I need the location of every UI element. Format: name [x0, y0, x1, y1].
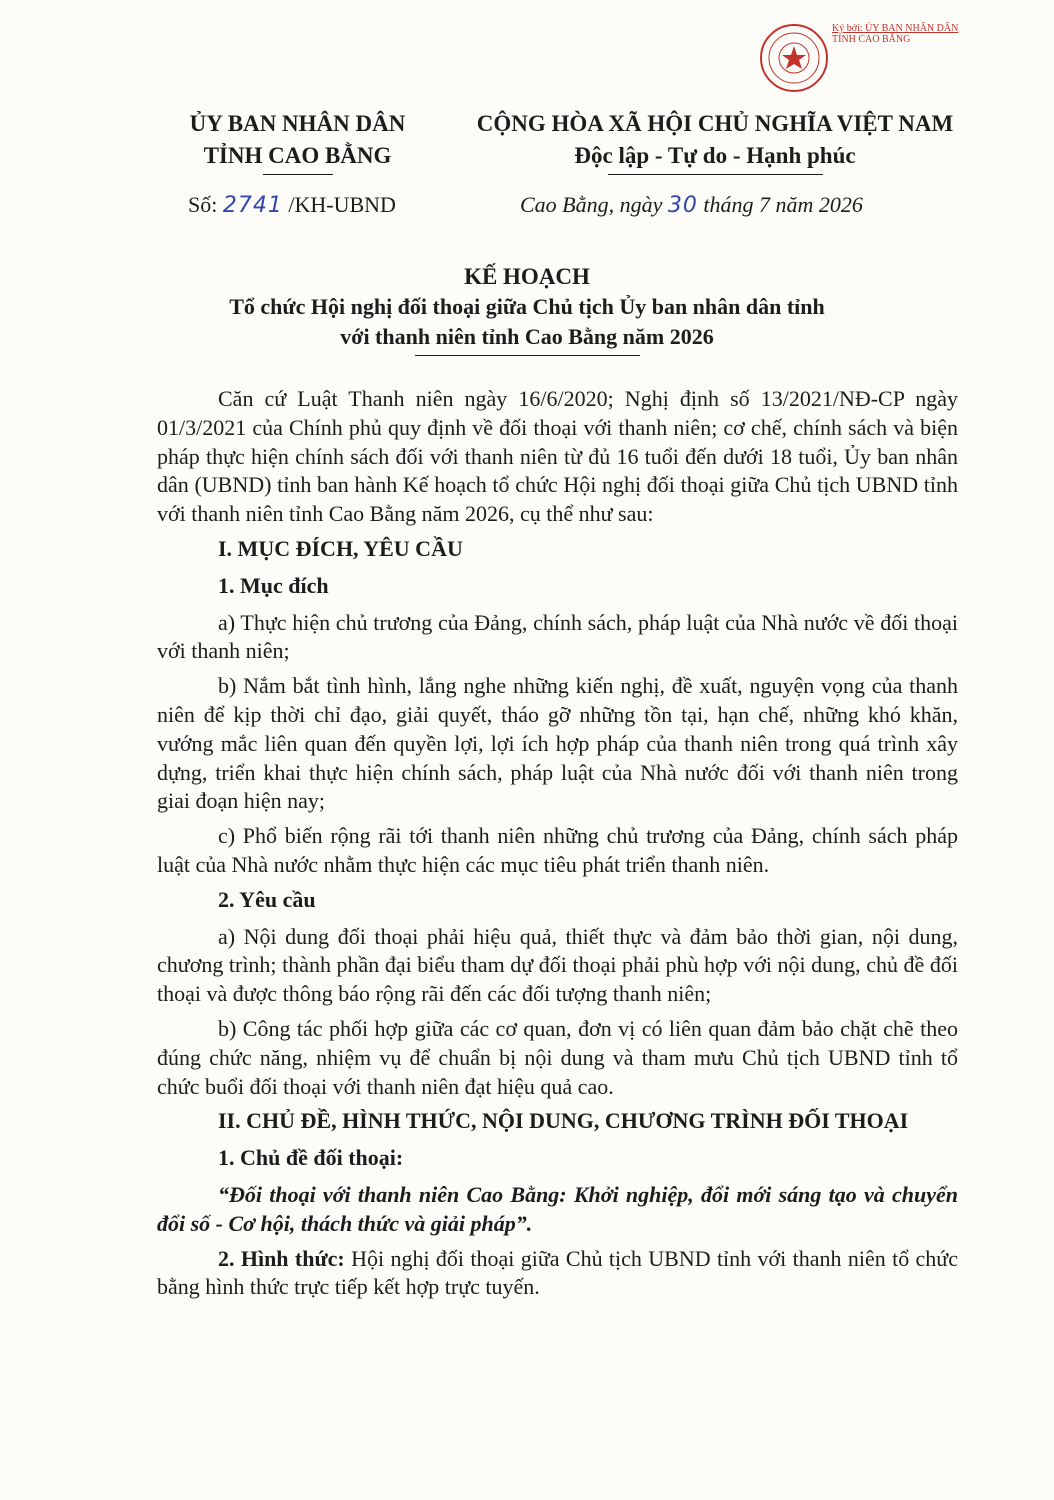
motto-underline	[608, 174, 823, 175]
intro-paragraph: Căn cứ Luật Thanh niên ngày 16/6/2020; Nghị định số 13/2021/NĐ-CP ngày 01/3/2021 của Chính phủ quy định về đối thoại với thanh niên; cơ chế, chính sách và biện pháp thực hiện chính sách đối với thanh niên từ đủ 16 tuổi đến dưới 18 tuổi, Ủy ban nhân dân (UBND) tỉnh ban hành Kế hoạch tổ chức Hội nghị đối thoại giữa Chủ tịch UBND tỉnh với thanh niên tỉnh Cao Bằng năm 2026, cụ thể như sau:	[157, 386, 958, 527]
paragraph	[157, 1245, 958, 1303]
paragraph: b) Công tác phối hợp giữa các cơ quan, đơn vị có liên quan đảm bảo chặt chẽ theo đúng chức năng, nhiệm vụ để chuẩn bị nội dung và tham mưu Chủ tịch UBND tỉnh tổ chức buổi đối thoại với thanh niên đạt hiệu quả cao.	[157, 1015, 958, 1099]
org-line2: TỈNH CAO BẰNG	[203, 143, 392, 168]
form-text: Hội nghị đối thoại giữa Chủ tịch UBND tỉnh với thanh niên tổ chức bằng hình thức trực tiếp kết hợp trực tuyến.	[157, 1245, 958, 1300]
signature-line2: TỈNH CAO BẰNG	[832, 34, 911, 45]
place-date-suffix: tháng 7 năm 2026	[697, 192, 863, 217]
form-lead: 2. Hình thức:	[218, 1245, 345, 1271]
title-underline	[415, 355, 640, 356]
title-line2: với thanh niên tỉnh Cao Bằng năm 2026	[340, 324, 714, 349]
number-handwritten: 2741	[222, 193, 283, 218]
digital-signature-text	[832, 23, 958, 45]
subsection-heading: 2. Yêu cầu	[218, 886, 316, 912]
paragraph: a) Nội dung đối thoại phải hiệu quả, thiết thực và đảm bảo thời gian, nội dung, chương trình; thành phần đại biểu tham dự đối thoại phải phù hợp với nội dung, chủ đề đối thoại và được thông báo rộng rãi đến các đối tượng thanh niên;	[157, 923, 958, 1007]
document-body	[157, 385, 958, 1308]
signature-line1: Ký bởi: ỦY BAN NHÂN DÂN	[832, 23, 959, 34]
paragraph: b) Nắm bắt tình hình, lắng nghe những kiến nghị, đề xuất, nguyện vọng của thanh niên để kịp thời chỉ đạo, giải quyết, tháo gỡ những tồn tại, hạn chế, những khó khăn, vướng mắc liên quan đến quyền lợi, lợi ích hợp pháp của thanh niên trong quá trình xây dựng, triển khai thực hiện chính sách, pháp luật của Nhà nước đối với thanh niên trong giai đoạn hiện nay;	[157, 673, 958, 814]
paragraph: a) Thực hiện chủ trương của Đảng, chính sách, pháp luật của Nhà nước về đối thoại với thanh niên;	[157, 609, 958, 664]
day-handwritten: 30	[667, 193, 698, 218]
number-prefix: Số:	[188, 192, 223, 217]
place-date-prefix: Cao Bằng, ngày	[520, 192, 668, 217]
dialogue-topic: “Đối thoại với thanh niên Cao Bằng: Khởi nghiệp, đổi mới sáng tạo và chuyển đổi số - Cơ hội, thách thức và giải pháp”.	[157, 1181, 958, 1236]
org-line1: ỦY BAN NHÂN DÂN	[189, 111, 406, 136]
national-header	[455, 108, 975, 175]
signature-seal-icon	[758, 22, 830, 94]
place-date	[520, 190, 863, 221]
org-underline	[263, 174, 333, 175]
number-suffix: /KH-UBND	[282, 192, 396, 217]
subsection-heading: 1. Mục đích	[218, 572, 329, 598]
document-title	[0, 262, 1054, 356]
document-number	[188, 190, 396, 221]
issuing-organization	[165, 108, 430, 175]
document-kind: KẾ HOẠCH	[464, 264, 590, 289]
nation-line2: Độc lập - Tự do - Hạnh phúc	[574, 143, 856, 168]
subsection-heading: 1. Chủ đề đối thoại:	[218, 1145, 404, 1171]
nation-line1: CỘNG HÒA XÃ HỘI CHỦ NGHĨA VIỆT NAM	[476, 111, 954, 136]
paragraph: c) Phổ biến rộng rãi tới thanh niên những chủ trương của Đảng, chính sách pháp luật của Nhà nước nhằm thực hiện các mục tiêu phát triển thanh niên.	[157, 823, 958, 877]
section-heading: I. MỤC ĐÍCH, YÊU CẦU	[218, 535, 463, 561]
section-heading: II. CHỦ ĐỀ, HÌNH THỨC, NỘI DUNG, CHƯƠNG TRÌNH ĐỐI THOẠI	[218, 1108, 909, 1134]
title-line1: Tổ chức Hội nghị đối thoại giữa Chủ tịch Ủy ban nhân dân tỉnh	[229, 294, 825, 319]
